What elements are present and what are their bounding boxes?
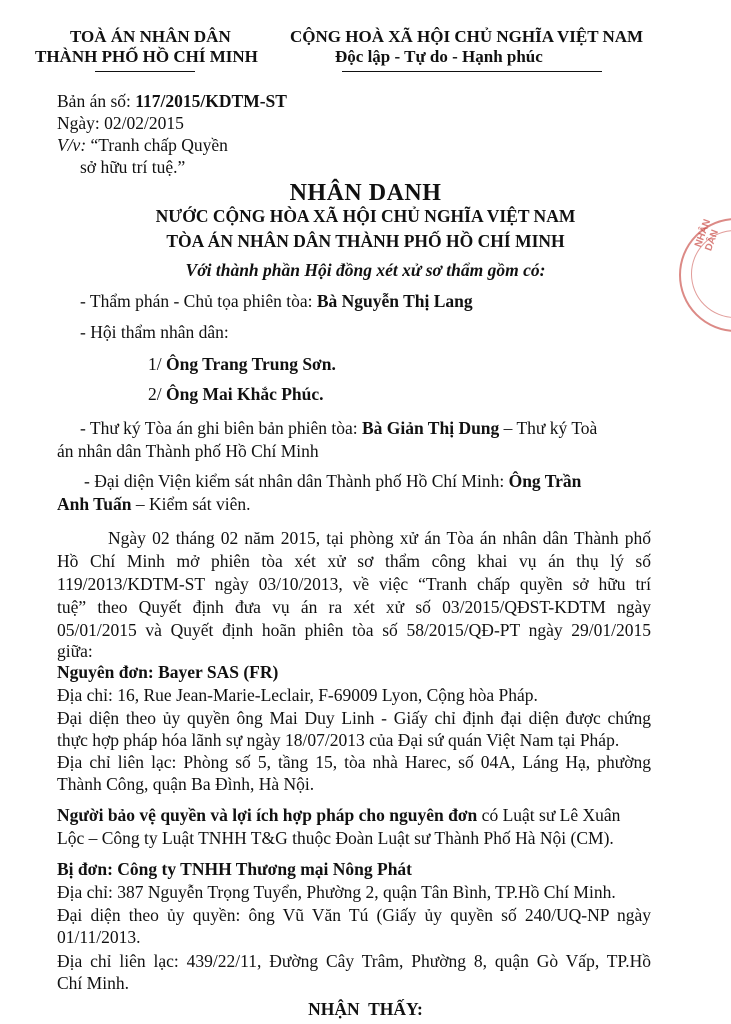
protector-line2: Lộc – Công ty Luật TNHH T&G thuộc Đoàn Luật sư Thành Phố Hà Nội (CM). <box>57 828 614 848</box>
case-subject-text1: “Tranh chấp Quyền <box>86 135 228 155</box>
clerk-rest1: – Thư ký Toà <box>499 418 598 438</box>
panel-intro: Với thành phần Hội đồng xét xử sơ thẩm gồm có: <box>185 260 546 280</box>
court-name-line1: TOÀ ÁN NHÂN DÂN <box>70 27 231 46</box>
defendant-rep-line1: Đại diện theo ủy quyền: ông Vũ Văn Tú (Giấy ủy quyền số 240/UQ-NP ngày <box>57 905 651 925</box>
procurator-rest: – Kiểm sát viên. <box>131 494 251 514</box>
assessor-2-num: 2/ <box>148 384 166 404</box>
case-subject-line1 <box>57 134 228 157</box>
defendant-contact-line1: Địa chỉ liên lạc: 439/22/11, Đường Cây Trâm, Phường 8, quận Gò Vấp, TP.Hồ <box>57 951 651 971</box>
nation-motto: Độc lập - Tự do - Hạnh phúc <box>335 47 543 66</box>
defendant-rep-line2: 01/11/2013. <box>57 927 141 947</box>
judge-name: Bà Nguyễn Thị Lang <box>316 291 473 311</box>
protector-rest: có Luật sư Lê Xuân <box>477 805 621 825</box>
court-name-line2: THÀNH PHỐ HỒ CHÍ MINH <box>35 47 258 66</box>
defendant-contact-line2: Chí Minh. <box>57 973 129 993</box>
procurator-line2 <box>57 493 251 516</box>
para1-line5: 05/01/2015 và Quyết định hoãn phiên tòa số 58/2015/QĐ-PT ngày 29/01/2015 <box>57 620 651 640</box>
title-in-the-name: NHÂN DANH <box>289 180 442 206</box>
case-number-value: 117/2015/KDTM-ST <box>135 91 287 111</box>
clerk-line1 <box>80 417 597 440</box>
clerk-line2: án nhân dân Thành phố Hồ Chí Minh <box>57 441 319 461</box>
case-date: Ngày: 02/02/2015 <box>57 113 184 133</box>
title-nation: NƯỚC CỘNG HÒA XÃ HỘI CHỦ NGHĨA VIỆT NAM <box>155 206 576 226</box>
procurator-name1: Ông Trần <box>508 471 582 491</box>
procurator-line1 <box>84 470 581 493</box>
plaintiff-contact-line2: Thành Công, quận Ba Đình, Hà Nội. <box>57 774 315 794</box>
plaintiff-address: Địa chỉ: 16, Rue Jean-Marie-Leclair, F-69009 Lyon, Cộng hòa Pháp. <box>57 685 538 705</box>
case-number-label: Bản án số: <box>57 91 136 111</box>
plaintiff-rep-line2: thực hợp pháp hóa lãnh sự ngày 18/07/2013 của Đại sứ quán Việt Nam tại Pháp. <box>57 730 620 750</box>
clerk-name: Bà Giản Thị Dung <box>361 418 500 438</box>
protector-line1 <box>57 804 620 827</box>
procurator-name2: Anh Tuấn <box>57 494 132 514</box>
court-underline <box>95 71 195 72</box>
plaintiff-rep-line1: Đại diện theo ủy quyền ông Mai Duy Linh - Giấy chỉ định đại diện được chứng <box>57 708 651 728</box>
para1-line3: 119/2013/KDTM-ST ngày 03/10/2013, về việc “Tranh chấp quyền sở hữu trí <box>57 574 651 594</box>
case-subject-prefix: V/v: <box>57 135 87 155</box>
assessors-label: - Hội thẩm nhân dân: <box>80 322 229 342</box>
nation-name: CỘNG HOÀ XÃ HỘI CHỦ NGHĨA VIỆT NAM <box>290 27 644 46</box>
defendant-address: Địa chỉ: 387 Nguyễn Trọng Tuyển, Phường 2, quận Tân Bình, TP.Hồ Chí Minh. <box>57 882 616 902</box>
para1-line1: Ngày 02 tháng 02 năm 2015, tại phòng xử án Tòa án nhân dân Thành phố <box>108 528 651 548</box>
court-seal-text: NHÂN DÂN <box>693 217 722 253</box>
assessor-2 <box>148 383 324 406</box>
judge-line <box>80 290 473 313</box>
para1-line4: tuệ” theo Quyết định đưa vụ án ra xét xử số 03/2015/QĐST-KDTM ngày <box>57 597 651 617</box>
case-subject-line2: sở hữu trí tuệ.” <box>80 157 186 177</box>
plaintiff-contact-line1: Địa chỉ liên lạc: Phòng số 5, tầng 15, tòa nhà Harec, số 04A, Láng Hạ, phường <box>57 752 651 772</box>
motto-underline <box>342 71 602 72</box>
defendant-heading: Bị đơn: Công ty TNHH Thương mại Nông Phát <box>57 859 413 879</box>
assessor-1-num: 1/ <box>148 354 166 374</box>
plaintiff-heading: Nguyên đơn: Bayer SAS (FR) <box>57 662 279 682</box>
case-number <box>57 90 287 113</box>
procurator-label: - Đại diện Viện kiểm sát nhân dân Thành phố Hồ Chí Minh: <box>84 471 509 491</box>
assessor-1 <box>148 353 336 376</box>
clerk-label: - Thư ký Tòa án ghi biên bản phiên tòa: <box>80 418 362 438</box>
section-heading-findings: NHẬN THẤY: <box>308 999 423 1019</box>
judge-label: - Thẩm phán - Chủ tọa phiên tòa: <box>80 291 317 311</box>
para1-line2: Hồ Chí Minh mở phiên tòa xét xử sơ thẩm công khai vụ án thụ lý số <box>57 551 651 571</box>
protector-label: Người bảo vệ quyền và lợi ích hợp pháp cho nguyên đơn <box>57 805 478 825</box>
assessor-1-name: Ông Trang Trung Sơn. <box>166 354 336 374</box>
assessor-2-name: Ông Mai Khắc Phúc. <box>166 384 324 404</box>
title-court: TÒA ÁN NHÂN DÂN THÀNH PHỐ HỒ CHÍ MINH <box>166 231 565 251</box>
para1-line6: giữa: <box>57 641 93 661</box>
